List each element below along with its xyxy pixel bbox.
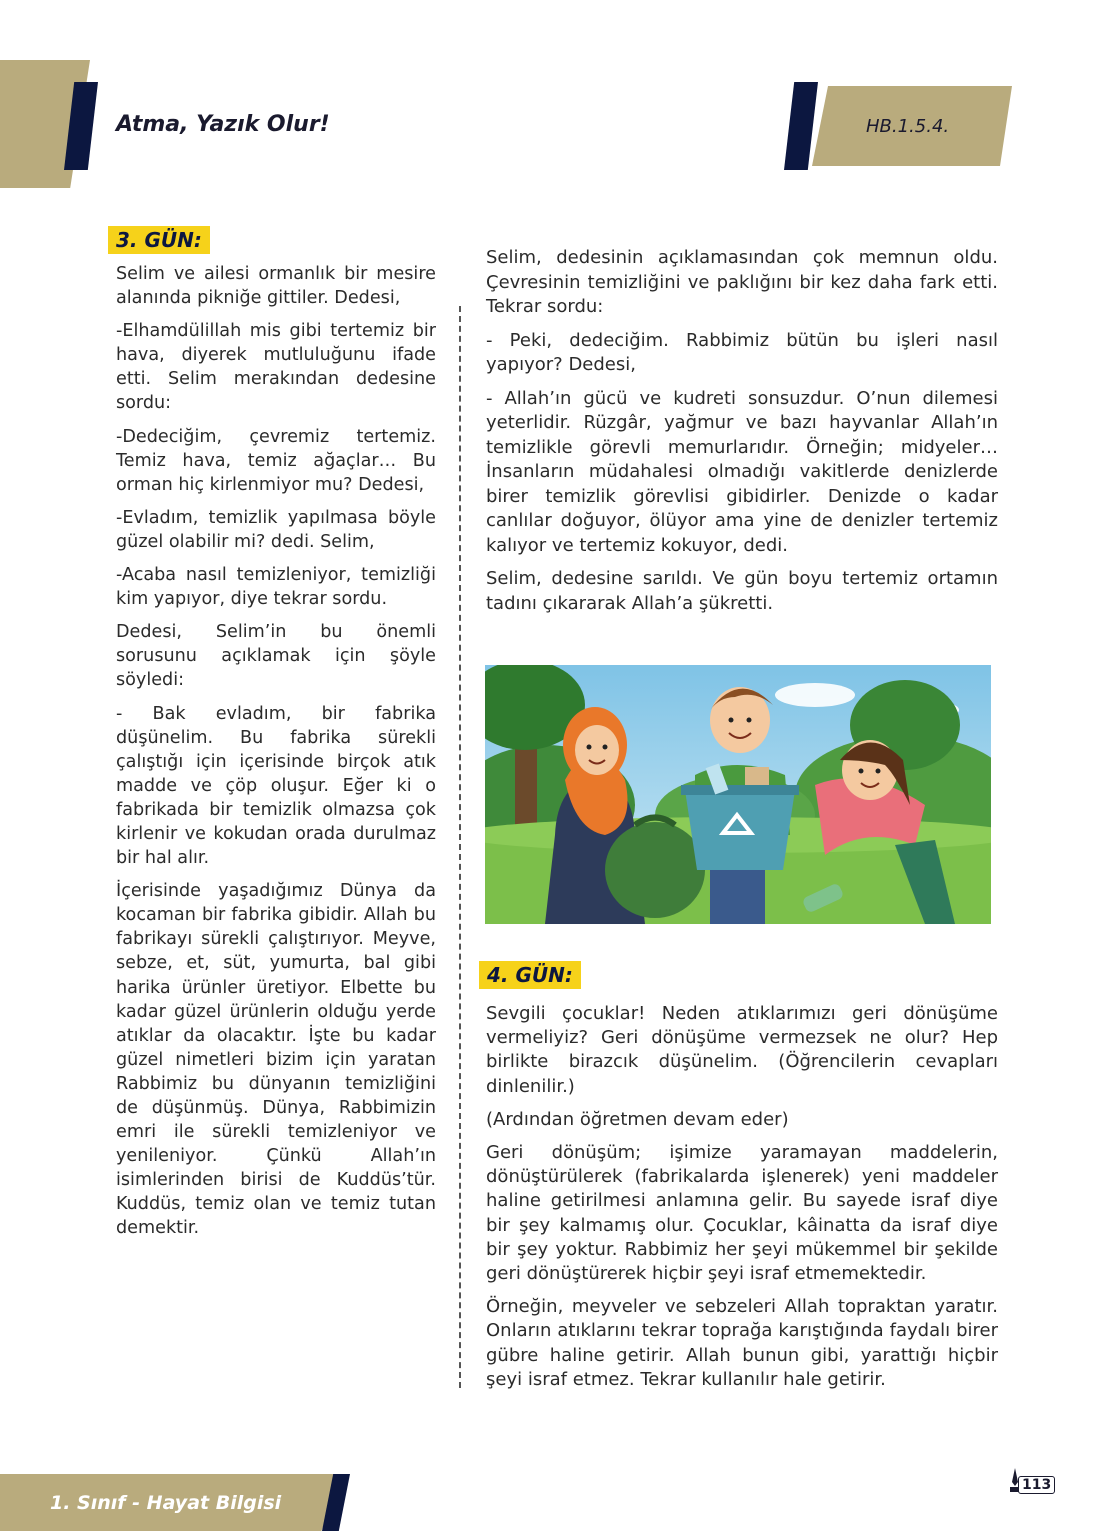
page-title: Atma, Yazık Olur! [116,112,330,137]
paragraph: - Allah’ın gücü ve kudreti sonsuzdur. O’nun dilemesi yeterlidir. Rüzgâr, yağmur ve bazı hayvanlar Allah’ın temizlikle görevli memurlarıdır. Örneğin; midyeler… İnsanların müdahalesi olmadığı vakitlerde denizlerde birer temizlik görevlisi gibidirler. Denizde o kadar canlılar doğuyor, ölüyor ama yine de denizler tertemiz kalıyor ve tertemiz kokuyor, dedi. [486,387,998,556]
footer-book-title: 1. Sınıf - Hayat Bilgisi [50,1492,282,1514]
curriculum-code: HB.1.5.4. [866,116,950,137]
header-right-bar [784,82,818,170]
paragraph: Selim, dedesinin açıklamasından çok memnun oldu. Çevresinin temizliğini ve paklığını bir kez daha fark etti. Tekrar sordu: [486,247,998,317]
paragraph: Örneğin, meyveler ve sebzeleri Allah topraktan yaratır. Onların atıklarını tekrar toprağa karıştığında faydalı birer gübre haline getirir. Allah bunun gibi, yarattığı hiçbir şeyi israf etmez. Tekrar kullanılır hale getirir. [486,1296,998,1390]
day3-label: 3. GÜN: [108,226,210,254]
paragraph: -Elhamdülillah mis gibi tertemiz bir hava, diyerek mutluluğunu ifade etti. Selim merakından dedesine sordu: [116,321,436,414]
paragraph: Selim ve ailesi ormanlık bir mesire alanında pikniğe gittiler. Dedesi, [116,264,436,309]
paragraph: (Ardından öğretmen devam eder) [486,1108,789,1130]
paragraph: Sevgili çocuklar! Neden atıklarımızı geri dönüşüme vermeliyiz? Geri dönüşüme vermezsek ne olur? Hep birlikte birazcık düşünelim. (Öğrencilerin cevapları dinlenilir.) [486,1003,998,1097]
paragraph: Geri dönüşüm; işimize yaramayan maddelerin, dönüştürülerek (fabrikalarda işlenerek) yeni maddeler haline getirilmesi anlamına gelir. Bu sayede israf diye bir şey kalmamış olur. Çocuklar, kâinatta da israf diye bir şey yoktur. Rabbimiz her şeyi mükemmel bir şekilde geri dönüştürerek hiçbir şeyi israf etmemektedir. [486,1142,998,1285]
day4-column [486,1002,998,1401]
day3-heading [108,226,210,254]
paragraph: -Acaba nasıl temizleniyor, temizliği kim yapıyor, diye tekrar sordu. [116,565,436,610]
day3-left-column [116,262,436,1250]
recycling-kids-illustration [485,665,991,924]
paragraph: İçerisinde yaşadığımız Dünya da kocaman bir fabrika gibidir. Allah bu fabrikayı sürekli çalıştırıyor. Meyve, sebze, et, süt, yumurta, bal gibi harika ürünler üretiyor. Elbette bu kadar güzel ürünlerin olduğu yerde atıklar da olacaktır. İşte bu kadar güzel nimetleri bizim için yaratan Rabbimiz bu dünyanın temizliğini de düşünmüş. Dünya, Rabbimizin emri ile sürekli temizleniyor ve yenileniyor. Çünkü Allah’ın isimlerinden birisi de Kuddüs’tür. Kuddüs, temiz olan ve temiz tutan demektir. [116,881,436,1239]
paragraph: - Peki, dedeciğim. Rabbimiz bütün bu işleri nasıl yapıyor? Dedesi, [486,329,998,375]
page-number: 113 [1018,1476,1055,1494]
column-divider [459,306,461,1388]
paragraph: Selim, dedesine sarıldı. Ve gün boyu tertemiz ortamın tadını çıkararak Allah’a şükretti. [486,568,998,614]
paragraph: Dedesi, Selim’in bu önemli sorusunu açıklamak için şöyle söyledi: [116,622,436,691]
day3-right-column [486,246,998,625]
day4-heading [479,961,581,989]
paragraph: -Dedeciğim, çevremiz tertemiz. Temiz hava, temiz ağaçlar… Bu orman hiç kirlenmiyor mu? Dedesi, [116,426,436,495]
paragraph: -Evladım, temizlik yapılmasa böyle güzel olabilir mi? dedi. Selim, [116,507,436,552]
day4-label: 4. GÜN: [479,961,581,989]
paragraph: - Bak evladım, bir fabrika düşünelim. Bu fabrika sürekli çalıştığı için içerisinde birçok atık madde ve çöp oluşur. Eğer ki o fabrikada bir temizlik olmazsa çok kirlenir ve kokudan orada durulmaz bir hal alır. [116,703,436,869]
